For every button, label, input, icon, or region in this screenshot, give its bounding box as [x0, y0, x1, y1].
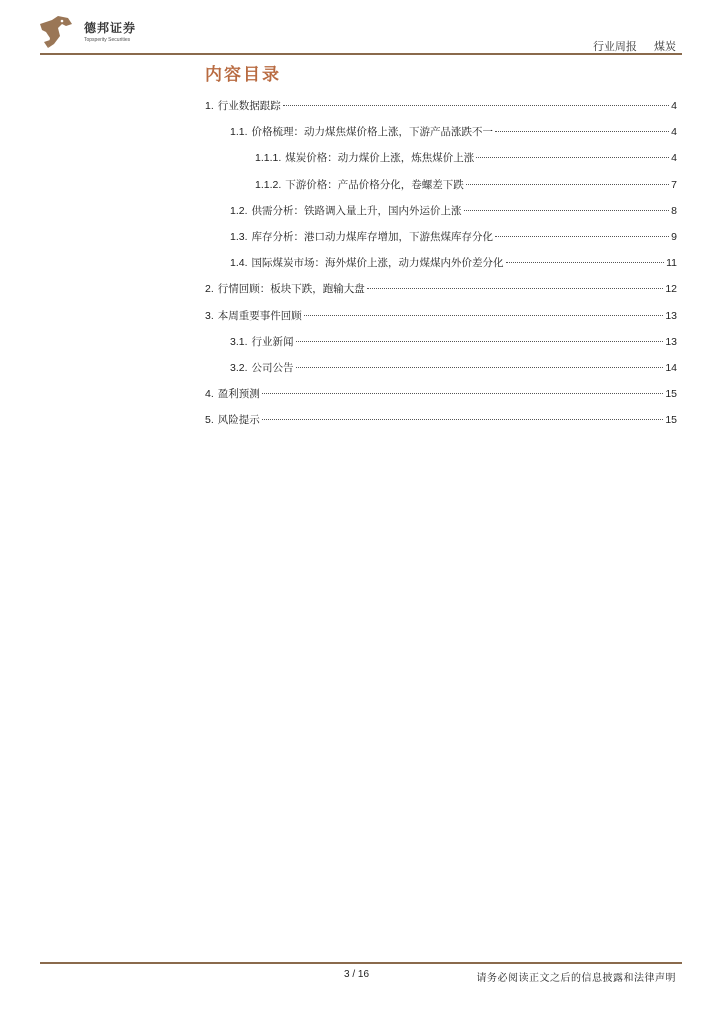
toc-entry-page: 15: [665, 388, 677, 401]
toc-entry-title: 价格梳理：动力煤焦煤价格上涨，下游产品涨跌不一: [251, 126, 494, 139]
toc-entry[interactable]: [230, 124, 677, 139]
toc-dot-leader: [464, 210, 670, 211]
toc-entry-page: 11: [666, 257, 677, 270]
logo-english-name: Topsperity Securities: [84, 37, 131, 43]
toc-entry-page: 13: [665, 309, 677, 322]
report-type: 行业周报: [592, 41, 637, 53]
toc-entry[interactable]: [230, 229, 677, 244]
toc-dot-leader: [262, 419, 664, 420]
toc-entry-page: 12: [665, 283, 677, 296]
toc-dot-leader: [476, 157, 669, 158]
toc-dot-leader: [283, 105, 669, 106]
toc-dot-leader: [495, 131, 669, 132]
toc-entry[interactable]: [230, 255, 677, 270]
toc-entry-title: 本周重要事件回顾: [217, 309, 302, 322]
toc-entry[interactable]: [255, 150, 677, 165]
toc-entry-page: 8: [671, 204, 677, 217]
legal-disclaimer: 请务必阅读正文之后的信息披露和法律声明: [476, 973, 676, 984]
toc-entry-number: 1.: [205, 100, 214, 112]
toc-dot-leader: [495, 236, 669, 237]
toc-dot-leader: [262, 393, 664, 394]
toc-entry-number: 1.3.: [230, 231, 248, 243]
toc-entry-number: 1.1.: [230, 126, 248, 139]
topsperity-logo-icon: [38, 14, 74, 50]
toc-entry-page: 4: [671, 126, 677, 139]
toc-entry-page: 15: [665, 414, 677, 427]
toc-entry[interactable]: [230, 360, 677, 375]
toc-entry[interactable]: [205, 98, 677, 113]
toc-entry-title: 盈利预测: [217, 388, 260, 401]
toc-entry-page: 7: [671, 178, 677, 191]
toc-entry-page: 4: [671, 152, 677, 165]
logo-chinese-name: 德邦证券: [84, 21, 137, 35]
toc-entry-title: 库存分析：港口动力煤库存增加，下游焦煤库存分化: [251, 231, 494, 243]
toc-entry-number: 3.: [205, 309, 214, 322]
toc-entry-number: 1.1.2.: [255, 178, 282, 191]
toc-title: 内容目录: [205, 65, 281, 84]
toc-entry-number: 4.: [205, 388, 214, 401]
toc-entry-page: 9: [671, 231, 677, 243]
toc-entry[interactable]: [205, 412, 677, 427]
company-logo: [38, 14, 138, 50]
header-divider: [40, 53, 682, 55]
toc-entry-page: 4: [671, 100, 677, 112]
toc-entry-title: 国际煤炭市场：海外煤价上涨，动力煤煤内外价差分化: [251, 257, 504, 270]
toc-dot-leader: [296, 367, 664, 368]
toc-entry-number: 2.: [205, 283, 214, 296]
toc-entry-title: 煤炭价格：动力煤价上涨，炼焦煤价上涨: [285, 152, 475, 165]
toc-dot-leader: [506, 262, 665, 263]
report-sector: 煤炭: [654, 41, 676, 53]
toc-entry-title: 供需分析：铁路调入量上升，国内外运价上涨: [251, 204, 462, 217]
toc-entry-number: 5.: [205, 414, 214, 427]
page-number: 3 / 16: [344, 969, 370, 980]
toc-entry-title: 风险提示: [217, 414, 260, 427]
toc-entry-title: 公司公告: [251, 362, 294, 374]
toc-dot-leader: [367, 288, 664, 289]
toc-entry[interactable]: [205, 386, 677, 401]
toc-entry[interactable]: [255, 177, 677, 192]
toc-entry-number: 3.1.: [230, 335, 248, 348]
toc-entry-page: 13: [665, 335, 677, 348]
toc-entry[interactable]: [230, 203, 677, 218]
report-header-info: [593, 38, 676, 54]
toc-entry-page: 14: [665, 362, 677, 374]
toc-entry-number: 1.4.: [230, 257, 248, 270]
toc-entry[interactable]: [230, 334, 677, 349]
toc-entry[interactable]: [205, 308, 677, 323]
toc-entry[interactable]: [205, 281, 677, 296]
toc-entry-title: 行业新闻: [251, 335, 294, 348]
toc-entry-title: 行业数据跟踪: [217, 100, 281, 112]
toc-entry-number: 1.1.1.: [255, 152, 282, 165]
toc-entry-title: 行情回顾：板块下跌，跑输大盘: [217, 283, 365, 296]
toc-entry-title: 下游价格：产品价格分化，卷螺差下跌: [285, 178, 464, 191]
toc-dot-leader: [296, 341, 664, 342]
toc-dot-leader: [466, 184, 669, 185]
toc-entry-number: 3.2.: [230, 362, 248, 374]
toc-dot-leader: [304, 315, 664, 316]
footer-divider: [40, 962, 682, 964]
toc-entry-number: 1.2.: [230, 204, 248, 217]
